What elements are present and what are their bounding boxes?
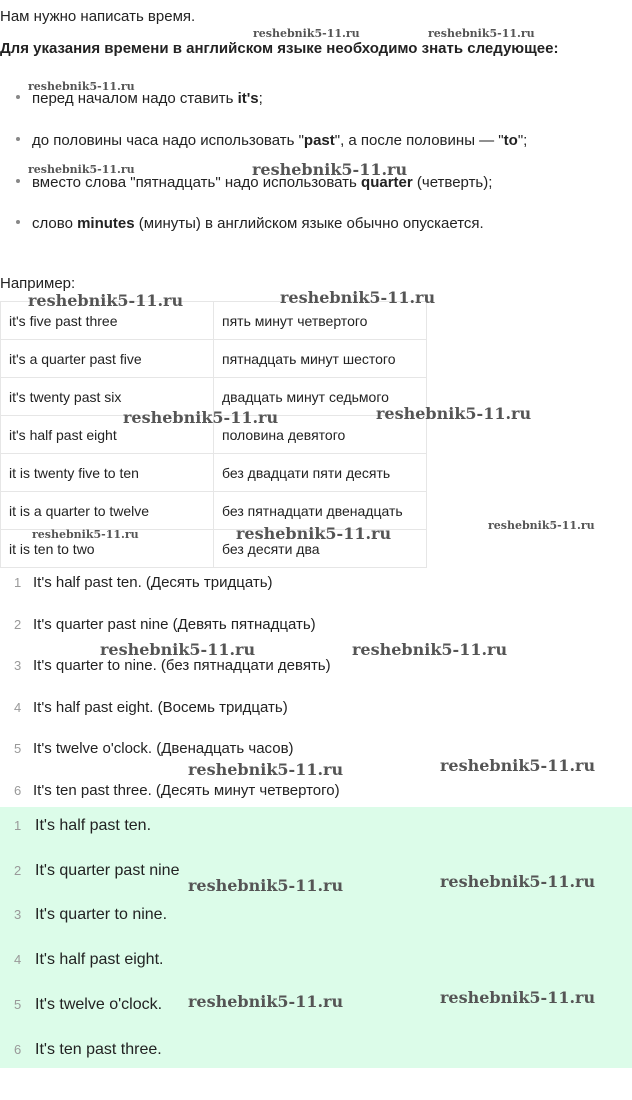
final-answer-text: It's twelve o'clock.	[35, 996, 163, 1013]
final-answer-number: 2	[14, 863, 22, 878]
answer-item	[14, 699, 288, 716]
watermark: reshebnik5-11.ru	[28, 80, 135, 93]
rule-text: слово	[32, 215, 78, 232]
rule-bold: past	[303, 132, 335, 149]
answer-number: 4	[14, 700, 22, 715]
watermark: reshebnik5-11.ru	[488, 519, 595, 532]
watermark: reshebnik5-11.ru	[376, 404, 532, 423]
table-row	[1, 454, 427, 492]
watermark: reshebnik5-11.ru	[32, 528, 139, 541]
answer-item	[14, 740, 294, 757]
watermark: reshebnik5-11.ru	[440, 872, 596, 891]
example-label: Например:	[0, 275, 76, 292]
answer-text: It's ten past three. (Десять минут четвертого)	[33, 782, 340, 799]
answer-item	[14, 782, 340, 799]
final-answer-text: It's half past ten.	[35, 817, 152, 834]
final-answer-number: 5	[14, 997, 22, 1012]
table-cell-ru: двадцать минут седьмого	[214, 378, 427, 416]
rule-text: перед началом надо ставить	[32, 90, 238, 107]
table-cell-en: it is twenty five to ten	[1, 454, 214, 492]
watermark: reshebnik5-11.ru	[252, 160, 408, 179]
watermark: reshebnik5-11.ru	[440, 988, 596, 1007]
watermark: reshebnik5-11.ru	[123, 408, 279, 427]
answer-number: 5	[14, 741, 22, 756]
final-answer-number: 3	[14, 907, 22, 922]
rule-item	[16, 215, 484, 232]
bullet-icon	[16, 95, 20, 99]
final-answer-number: 1	[14, 818, 22, 833]
rule-text: ", а после половины — "	[334, 132, 504, 149]
final-answer-number: 4	[14, 952, 22, 967]
answer-item	[14, 616, 316, 633]
answer-text: It's quarter to nine. (без пятнадцати девять)	[33, 657, 331, 674]
table-cell-ru: без пятнадцати двенадцать	[214, 492, 427, 530]
final-answer-text: It's ten past three.	[35, 1041, 162, 1058]
rule-item	[16, 132, 527, 149]
table-cell-ru: пять минут четвертого	[214, 302, 427, 340]
rule-text: (четверть);	[412, 174, 493, 191]
watermark: reshebnik5-11.ru	[28, 291, 184, 310]
answer-item	[14, 574, 273, 591]
final-answer-text: It's quarter past nine	[35, 862, 180, 879]
bullet-icon	[16, 179, 20, 183]
final-answer-item	[14, 1041, 162, 1059]
answer-text: It's quarter past nine (Девять пятнадцать)	[33, 616, 316, 633]
rule-bold: it's	[237, 90, 259, 107]
final-answer-item	[14, 951, 163, 969]
watermark: reshebnik5-11.ru	[253, 27, 360, 40]
final-answer-text: It's half past eight.	[35, 951, 164, 968]
rule-bold: minutes	[77, 215, 135, 232]
watermark: reshebnik5-11.ru	[280, 288, 436, 307]
table-cell-ru: без двадцати пяти десять	[214, 454, 427, 492]
rule-text: (минуты) в английском языке обычно опускается.	[134, 215, 484, 232]
table-cell-en: it's half past eight	[1, 416, 214, 454]
rule-text: до половины часа надо использовать "	[32, 132, 304, 149]
answer-number: 1	[14, 575, 22, 590]
table-cell-en: it's five past three	[1, 302, 214, 340]
final-answer-number: 6	[14, 1042, 22, 1057]
table-cell-en: it's a quarter past five	[1, 340, 214, 378]
answer-text: It's half past ten. (Десять тридцать)	[33, 574, 273, 591]
watermark: reshebnik5-11.ru	[428, 27, 535, 40]
table-cell-en: it is ten to two	[1, 530, 214, 568]
table-cell-en: it's twenty past six	[1, 378, 214, 416]
rule-text: ;	[258, 90, 263, 107]
watermark: reshebnik5-11.ru	[440, 756, 596, 775]
rule-bold: quarter	[361, 174, 413, 191]
rule-text: вместо слова "пятнадцать" надо использовать	[32, 174, 362, 191]
answer-text: It's twelve o'clock. (Двенадцать часов)	[33, 740, 294, 757]
table-cell-ru: пятнадцать минут шестого	[214, 340, 427, 378]
watermark: reshebnik5-11.ru	[188, 760, 344, 779]
answer-number: 3	[14, 658, 22, 673]
answer-number: 6	[14, 783, 22, 798]
final-answer-box	[0, 807, 632, 1068]
table-row	[1, 340, 427, 378]
answer-number: 2	[14, 617, 22, 632]
watermark: reshebnik5-11.ru	[28, 163, 135, 176]
watermark: reshebnik5-11.ru	[188, 876, 344, 895]
bullet-icon	[16, 137, 20, 141]
table-cell-en: it is a quarter to twelve	[1, 492, 214, 530]
final-answer-item	[14, 862, 179, 880]
watermark: reshebnik5-11.ru	[236, 524, 392, 543]
table-cell-ru: без десяти два	[214, 530, 427, 568]
table-cell-ru: половина девятого	[214, 416, 427, 454]
intro-text: Нам нужно написать время.	[0, 8, 196, 25]
rules-heading: Для указания времени в английском языке необходимо знать следующее:	[0, 40, 559, 57]
bullet-icon	[16, 220, 20, 224]
watermark: reshebnik5-11.ru	[352, 640, 508, 659]
watermark: reshebnik5-11.ru	[100, 640, 256, 659]
answer-item	[14, 657, 331, 674]
watermark: reshebnik5-11.ru	[188, 992, 344, 1011]
final-answer-item	[14, 906, 167, 924]
rule-text: ";	[517, 132, 528, 149]
final-answer-item	[14, 817, 151, 835]
rule-bold: to	[503, 132, 518, 149]
final-answer-text: It's quarter to nine.	[35, 906, 168, 923]
final-answer-item	[14, 996, 162, 1014]
answer-text: It's half past eight. (Восемь тридцать)	[33, 699, 288, 716]
